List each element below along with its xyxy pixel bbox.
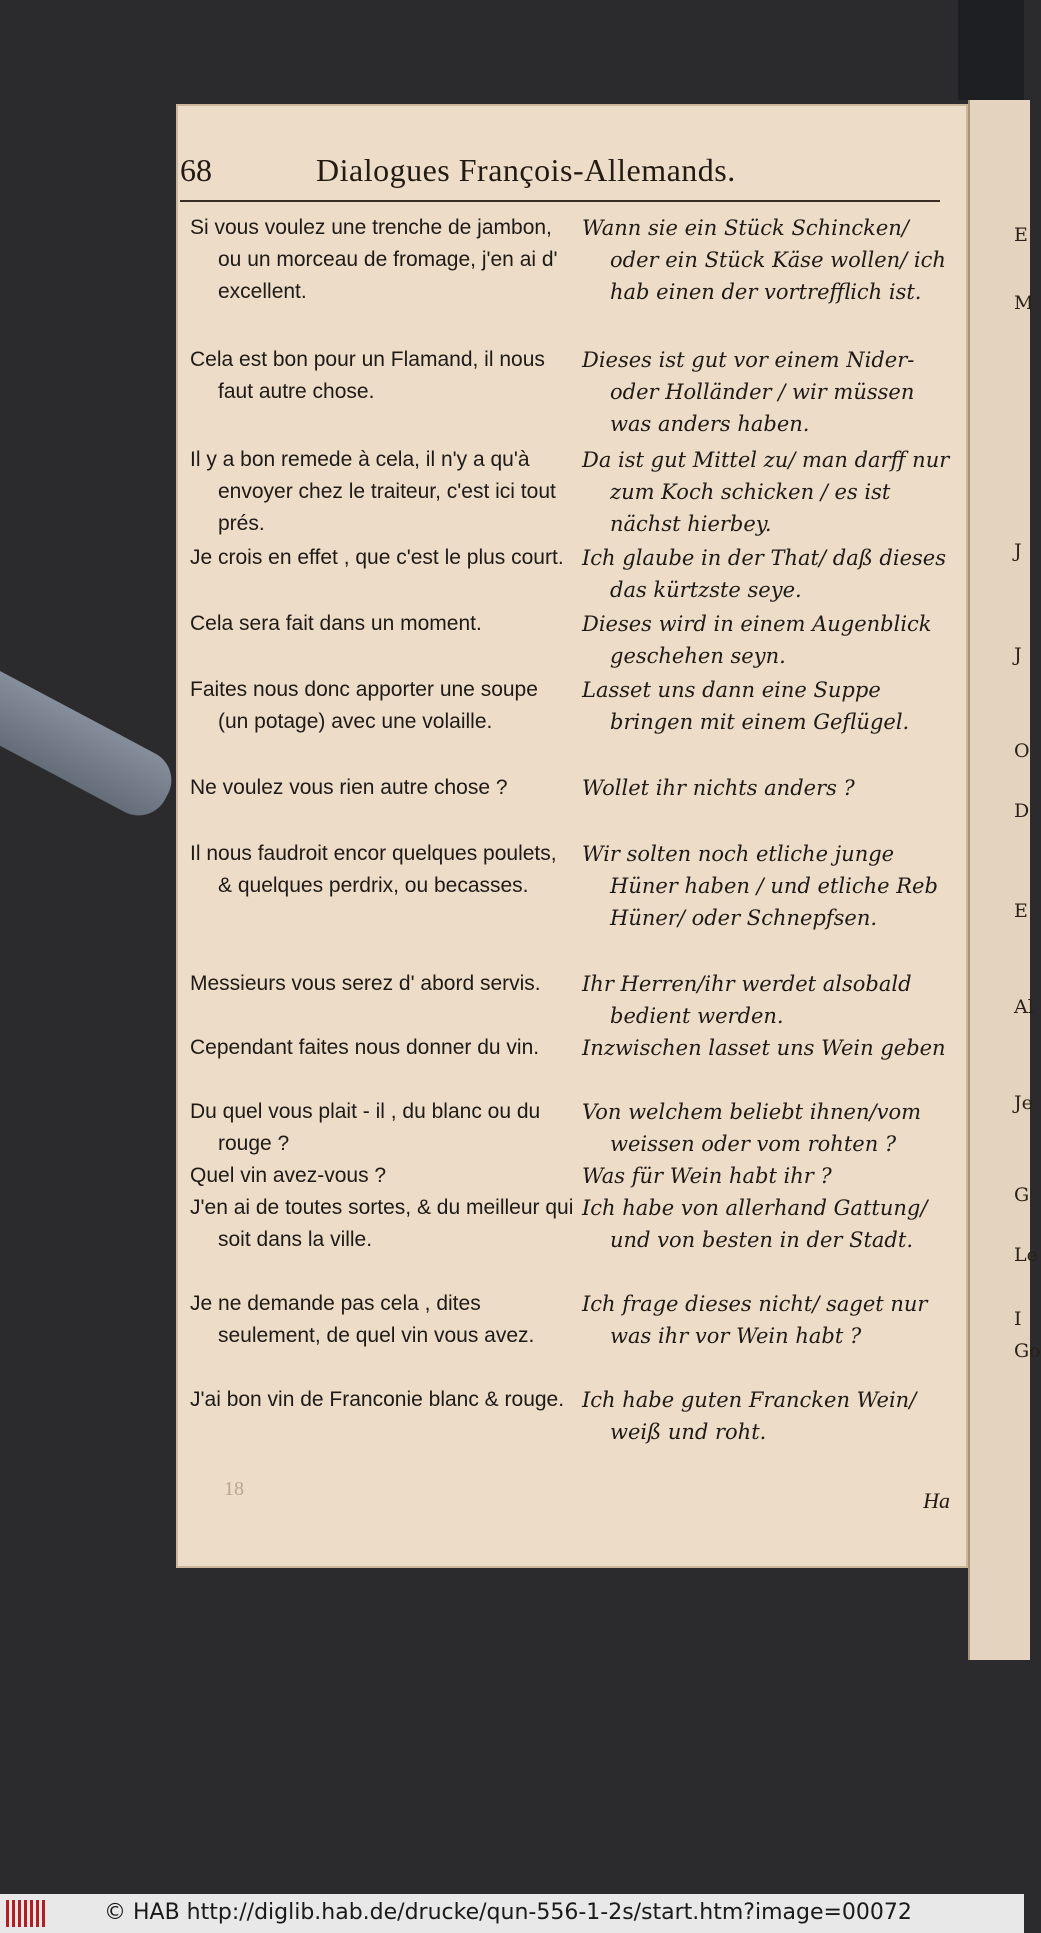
edge-letter: O bbox=[1014, 740, 1030, 762]
next-page-edge bbox=[968, 100, 1041, 1660]
edge-letter: Je bbox=[1014, 1092, 1033, 1114]
french-text: Faites nous donc apporter une soupe (un potage) avec une volaille. bbox=[190, 678, 538, 733]
german-text: Was für Wein habt ihr ? bbox=[582, 1164, 832, 1188]
running-title: Dialogues François-Allemands. bbox=[316, 152, 736, 188]
german-text: Da ist gut Mittel zu/ man darff nur zum Koch schicken / es ist nächst hierbey. bbox=[582, 448, 950, 536]
german-text: Ich habe von allerhand Gattung/ und von besten in der Stadt. bbox=[582, 1196, 928, 1252]
edge-letter: D bbox=[1014, 800, 1030, 822]
edge-letter: I bbox=[1014, 1308, 1022, 1330]
edge-letter: Go bbox=[1014, 1340, 1041, 1362]
catchword: Ha bbox=[923, 1488, 950, 1513]
german-text: Ich glaube in der That/ daß dieses das kürtzste seye. bbox=[582, 546, 946, 602]
french-text: Quel vin avez-vous ? bbox=[190, 1164, 387, 1187]
bookmark-strip bbox=[0, 655, 182, 826]
french-text: Je crois en effet , que c'est le plus court. bbox=[190, 546, 564, 569]
edge-letter: J bbox=[1014, 644, 1022, 666]
german-text: Ihr Herren/ihr werdet alsobald bedient werden. bbox=[582, 972, 912, 1028]
edge-letter: E bbox=[1014, 900, 1028, 922]
page-number: 68 bbox=[180, 152, 212, 188]
french-text: Cela est bon pour un Flamand, il nous faut autre chose. bbox=[190, 348, 545, 403]
page-header bbox=[180, 152, 940, 202]
french-text: Il nous faudroit encor quelques poulets, & quelques perdrix, ou becasses. bbox=[190, 842, 557, 897]
french-text: Je ne demande pas cela , dites seulement, de quel vin vous avez. bbox=[190, 1292, 535, 1347]
hab-logo-icon bbox=[6, 1900, 46, 1927]
signature-mark: 18 bbox=[224, 1478, 244, 1500]
edge-letter: M bbox=[1014, 292, 1034, 314]
german-text: Ich frage dieses nicht/ saget nur was ihr vor Wein habt ? bbox=[582, 1292, 928, 1348]
german-text: Lasset uns dann eine Suppe bringen mit einem Geflügel. bbox=[582, 678, 910, 734]
dark-margin bbox=[958, 0, 1024, 100]
german-text: Wann sie ein Stück Schincken/ oder ein Stück Käse wollen/ ich hab einen der vortrefflich ist. bbox=[582, 216, 946, 304]
edge-letter: E bbox=[1014, 224, 1028, 246]
edge-letter: Al bbox=[1014, 996, 1034, 1018]
footer-bar bbox=[0, 1894, 1024, 1933]
french-text: Il y a bon remede à cela, il n'y a qu'à envoyer chez le traiteur, c'est ici tout prés. bbox=[190, 448, 556, 535]
german-text: Dieses ist gut vor einem Nider- oder Holländer / wir müssen was anders haben. bbox=[582, 348, 915, 436]
german-text: Inzwischen lasset uns Wein geben bbox=[582, 1036, 946, 1060]
french-text: Si vous voulez une trenche de jambon, ou un morceau de fromage, j'en ai d' excellent. bbox=[190, 216, 558, 303]
french-text: Cela sera fait dans un moment. bbox=[190, 612, 482, 635]
copyright-link[interactable]: © HAB http://diglib.hab.de/drucke/qun-556-1-2s/start.htm?image=00072 bbox=[104, 1900, 912, 1925]
french-text: Cependant faites nous donner du vin. bbox=[190, 1036, 540, 1059]
german-text: Wir solten noch etliche junge Hüner haben / und etliche Reb Hüner/ oder Schnepfsen. bbox=[582, 842, 938, 930]
french-text: Messieurs vous serez d' abord servis. bbox=[190, 972, 541, 995]
german-text: Ich habe guten Francken Wein/ weiß und roht. bbox=[582, 1388, 917, 1444]
french-text: J'en ai de toutes sortes, & du meilleur qui soit dans la ville. bbox=[190, 1196, 574, 1251]
scanned-page bbox=[176, 104, 968, 1568]
edge-letter: J bbox=[1014, 540, 1022, 562]
french-text: J'ai bon vin de Franconie blanc & rouge. bbox=[190, 1388, 565, 1411]
german-text: Dieses wird in einem Augenblick geschehen seyn. bbox=[582, 612, 932, 668]
edge-letter: G bbox=[1014, 1184, 1030, 1206]
german-text: Von welchem beliebt ihnen/vom weissen oder vom rohten ? bbox=[582, 1100, 922, 1156]
german-text: Wollet ihr nichts anders ? bbox=[582, 776, 855, 800]
french-text: Ne voulez vous rien autre chose ? bbox=[190, 776, 508, 799]
french-text: Du quel vous plait - il , du blanc ou du rouge ? bbox=[190, 1100, 541, 1155]
edge-letter: Le bbox=[1014, 1244, 1038, 1266]
